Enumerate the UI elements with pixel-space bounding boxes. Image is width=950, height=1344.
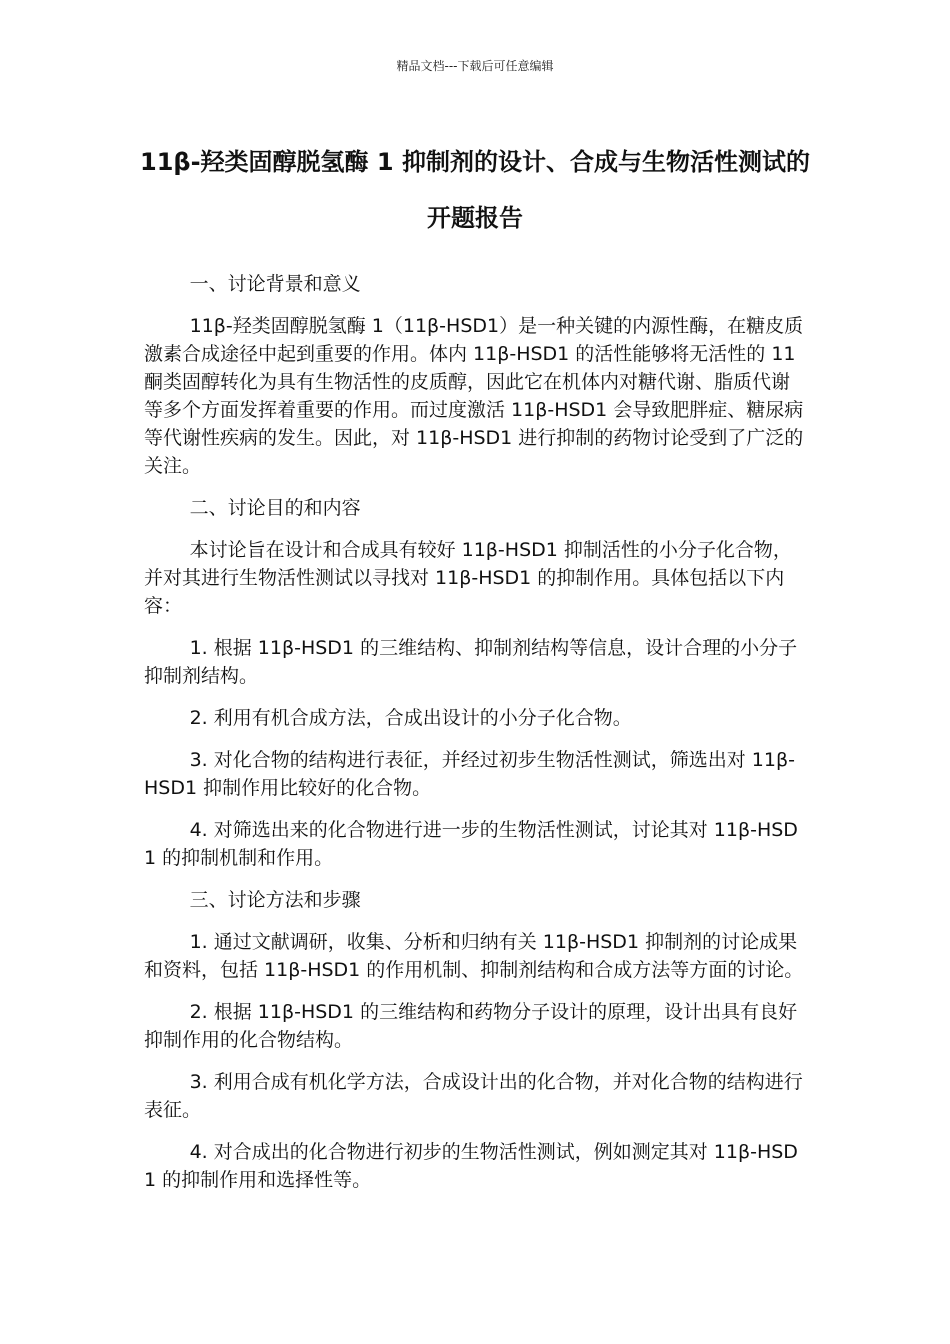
- list-item: 4. 对筛选出来的化合物进行进一步的生物活性测试，讨论其对 11β-HSD1 的抑制机制和作用。: [144, 819, 798, 869]
- section-heading-methods: 三、讨论方法和步骤: [189, 889, 361, 911]
- list-item: 3. 对化合物的结构进行表征，并经过初步生物活性测试，筛选出对 11β-HSD1 抑制作用比较好的化合物。: [144, 749, 795, 799]
- list-item: 2. 利用有机合成方法，合成出设计的小分子化合物。: [189, 707, 632, 729]
- page-header: 精品文档---下载后可任意编辑: [396, 59, 554, 73]
- document-body: [144, 270, 807, 1208]
- paragraph: 本讨论旨在设计和合成具有较好 11β-HSD1 抑制活性的小分子化合物，并对其进行生物活性测试以寻找对 11β-HSD1 的抑制作用。具体包括以下内容：: [144, 539, 792, 617]
- section-heading-background: 一、讨论背景和意义: [189, 273, 361, 295]
- list-item: 4. 对合成出的化合物进行初步的生物活性测试，例如测定其对 11β-HSD1 的抑制作用和选择性等。: [144, 1141, 798, 1191]
- list-item: 1. 根据 11β-HSD1 的三维结构、抑制剂结构等信息，设计合理的小分子抑制剂结构。: [144, 637, 798, 687]
- document-title: 11β-羟类固醇脱氢酶 1 抑制剂的设计、合成与生物活性测试的开题报告: [140, 148, 810, 232]
- list-item: 3. 利用合成有机化学方法，合成设计出的化合物，并对化合物的结构进行表征。: [144, 1071, 803, 1121]
- paragraph: 11β-羟类固醇脱氢酶 1（11β-HSD1）是一种关键的内源性酶，在糖皮质激素合成途径中起到重要的作用。体内 11β-HSD1 的活性能够将无活性的 11 酮类固醇转化为具有生物活性的皮质醇，因此它在机体内对糖代谢、脂质代谢等多个方面发挥着重要的作用。而过度激活 11β-HSD1 会导致肥胖症、糖尿病等代谢性疾病的发生。因此，对 11β-HSD1 进行抑制的药物讨论受到了广泛的关注。: [144, 315, 804, 477]
- list-item: 2. 根据 11β-HSD1 的三维结构和药物分子设计的原理，设计出具有良好抑制作用的化合物结构。: [144, 1001, 798, 1051]
- section-heading-purpose: 二、讨论目的和内容: [189, 497, 361, 519]
- list-item: 1. 通过文献调研，收集、分析和归纳有关 11β-HSD1 抑制剂的讨论成果和资料，包括 11β-HSD1 的作用机制、抑制剂结构和合成方法等方面的讨论。: [144, 931, 804, 981]
